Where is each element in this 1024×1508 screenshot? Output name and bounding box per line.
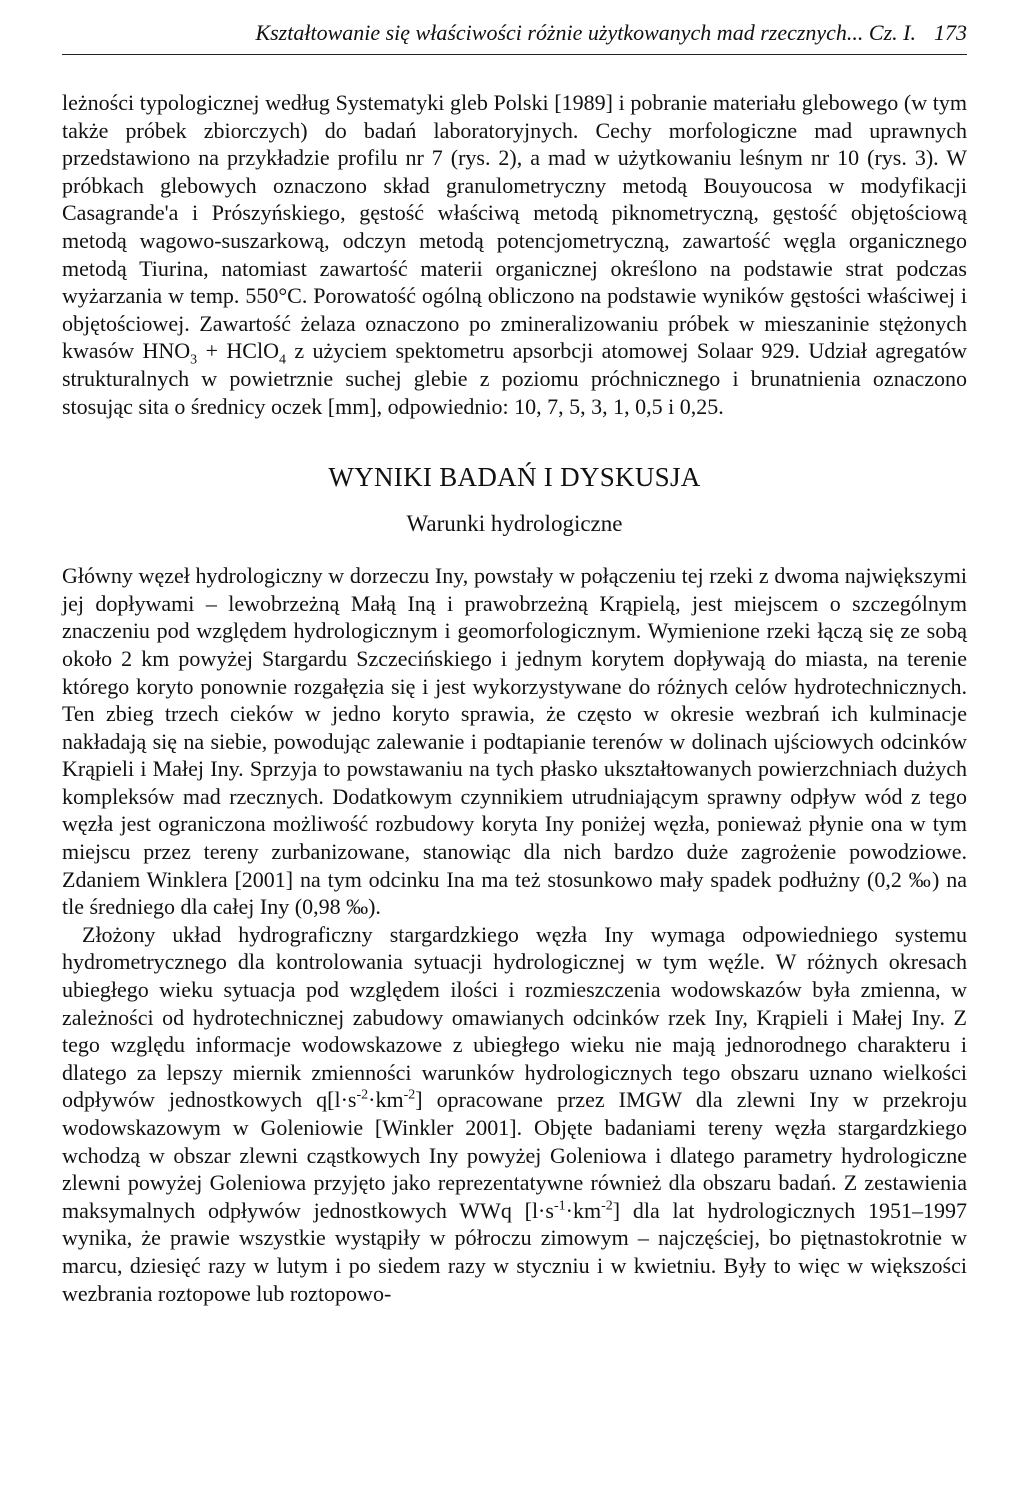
subscript-4: 4: [278, 352, 286, 368]
subsection-title: Warunki hydrologiczne: [406, 511, 623, 537]
superscript: -1: [553, 1198, 566, 1214]
hydrology-text-4: ·km: [565, 1197, 602, 1223]
methods-text-2: + HClO: [197, 338, 279, 364]
article-body: [62, 89, 967, 1307]
page: [62, 18, 967, 1307]
page-number: 173: [934, 20, 967, 45]
methods-paragraph: [62, 89, 967, 420]
subscript-3: 3: [190, 352, 198, 368]
methods-text-1: leżności typologicznej według Systematyki gleb Polski [1989] i pobranie materiału glebowego (w tym także próbek zbiorczych) do badań laboratoryjnych. Cechy morfologiczne mad uprawnych przedstawiono na przykładzie profilu nr 7 (rys. 2), a mad w użytkowaniu leśnym nr 10 (rys. 3). W próbkach glebowych oznaczono skład granulometryczny metodą Bouyoucosa w modyfikacji Casagrande'a i Prószyńskiego, gęstość właściwą metodą piknometryczną, gęstość objętościową metodą wagowo-suszarkową, odczyn metodą potencjometryczną, zawartość węgla organicznego metodą Tiurina, natomiast zawartość materii organicznej określono na podstawie strat podczas wyżarzania w temp. 550°C. Porowatość ogólną obliczono na podstawie wyników gęstości właściwej i objętościowej. Zawartość żelaza oznaczono po zmineralizowaniu próbek w mieszaninie stężonych kwasów HNO: [62, 90, 967, 364]
methods-text-3: z użyciem spektometru apsorbcji atomowej Solaar 929. Udział agregatów strukturalnych w powietrznie suchej glebie z poziomu próchnicznego i brunatnienia oznaczono stosując sita o średnicy oczek [mm], odpowiednio: 10, 7, 5, 3, 1, 0,5 i 0,25.: [62, 338, 967, 419]
hydrology-text-1: Złożony układ hydrograficzny stargardzkiego węzła Iny wymaga odpowiedniego systemu hydrometrycznego dla kontrolowania sytuacji hydrologicznej w tym węźle. W różnych okresach ubiegłego wieku sytuacja pod względem ilości i rozmieszczenia wodowskazów była zmienna, w zależności od hydrotechnicznej zabudowy omawianych odcinków rzek Iny, Krąpieli i Małej Iny. Z tego względu informacje wodowskazowe z ubiegłego wieku nie mają jednorodnego charakteru i dlatego za lepszy miernik zmienności warunków hydrologicznych tego obszaru uznano wielkości odpływów jednostkowych q[l·s: [62, 921, 967, 1113]
hydrology-paragraph-2: [62, 921, 967, 1307]
superscript: -2: [356, 1088, 369, 1104]
hydrology-text-2: ·km: [368, 1087, 404, 1113]
hydrology-text-3: ] opracowane przez IMGW dla zlewni Iny w przekroju wodowskazowym w Goleniowie [Winkler 2001]. Objęte badaniami tereny węzła stargardzkiego wchodzą w obszar zlewni cząstkowych Iny powyżej Goleniowa i dlatego parametry hydrologiczne zlewni powyżej Goleniowa przyjęto jako reprezentatywne również dla obszaru badań. Z zestawienia maksymalnych odpływów jednostkowych WWq [l·s: [62, 1087, 967, 1223]
superscript: -2: [601, 1198, 613, 1214]
running-header: [62, 18, 967, 55]
superscript: -2: [403, 1088, 416, 1104]
running-title: Kształtowanie się właściwości różnie użytkowanych mad rzecznych... Cz. I.: [255, 20, 916, 45]
hydrology-paragraph-1: Główny węzeł hydrologiczny w dorzeczu Iny, powstały w połączeniu tej rzeki z dwoma największymi jej dopływami – lewobrzeżną Małą Iną i prawobrzeżną Krąpielą, jest miejscem o szczególnym znaczeniu pod względem hydrologicznym i geomorfologicznym. Wymienione rzeki łączą się ze sobą około 2 km powyżej Stargardu Szczecińskiego i jednym korytem dopływają do miasta, na terenie którego koryto ponownie rozgałęzia się i jest wykorzystywane do różnych celów hydrotechnicznych. Ten zbieg trzech cieków w jedno koryto sprawia, że często w okresie wezbrań ich kulminacje nakładają się na siebie, powodując zalewanie i podtapianie terenów w dolinach ujściowych odcinków Krąpieli i Małej Iny. Sprzyja to powstawaniu na tych płasko ukształtowanych powierzchniach dużych kompleksów mad rzecznych. Dodatkowym czynnikiem utrudniającym sprawny odpływ wód z tego węzła jest ograniczona możliwość rozbudowy koryta Iny poniżej węzła, ponieważ płynie ona w tym miejscu przez tereny zurbanizowane, stanowiąc dla nich bardzo duże zagrożenie powodziowe. Zdaniem Winklera [2001] na tym odcinku Ina ma też stosunkowo mały spadek podłużny (0,2 ‰) na tle średniego dla całej Iny (0,98 ‰).: [62, 563, 967, 920]
section-title: WYNIKI BADAŃ I DYSKUSJA: [328, 462, 701, 493]
hydrology-text-5: ] dla lat hydrologicznych 1951–1997 wynika, że prawie wszystkie wystąpiły w półroczu zimowym – najczęściej, bo piętnastokrotnie w marcu, dziesięć razy w lutym i po siedem razy w styczniu i w kwietniu. Były to więc w większości wezbrania roztopowe lub roztopowo-: [62, 1197, 967, 1306]
